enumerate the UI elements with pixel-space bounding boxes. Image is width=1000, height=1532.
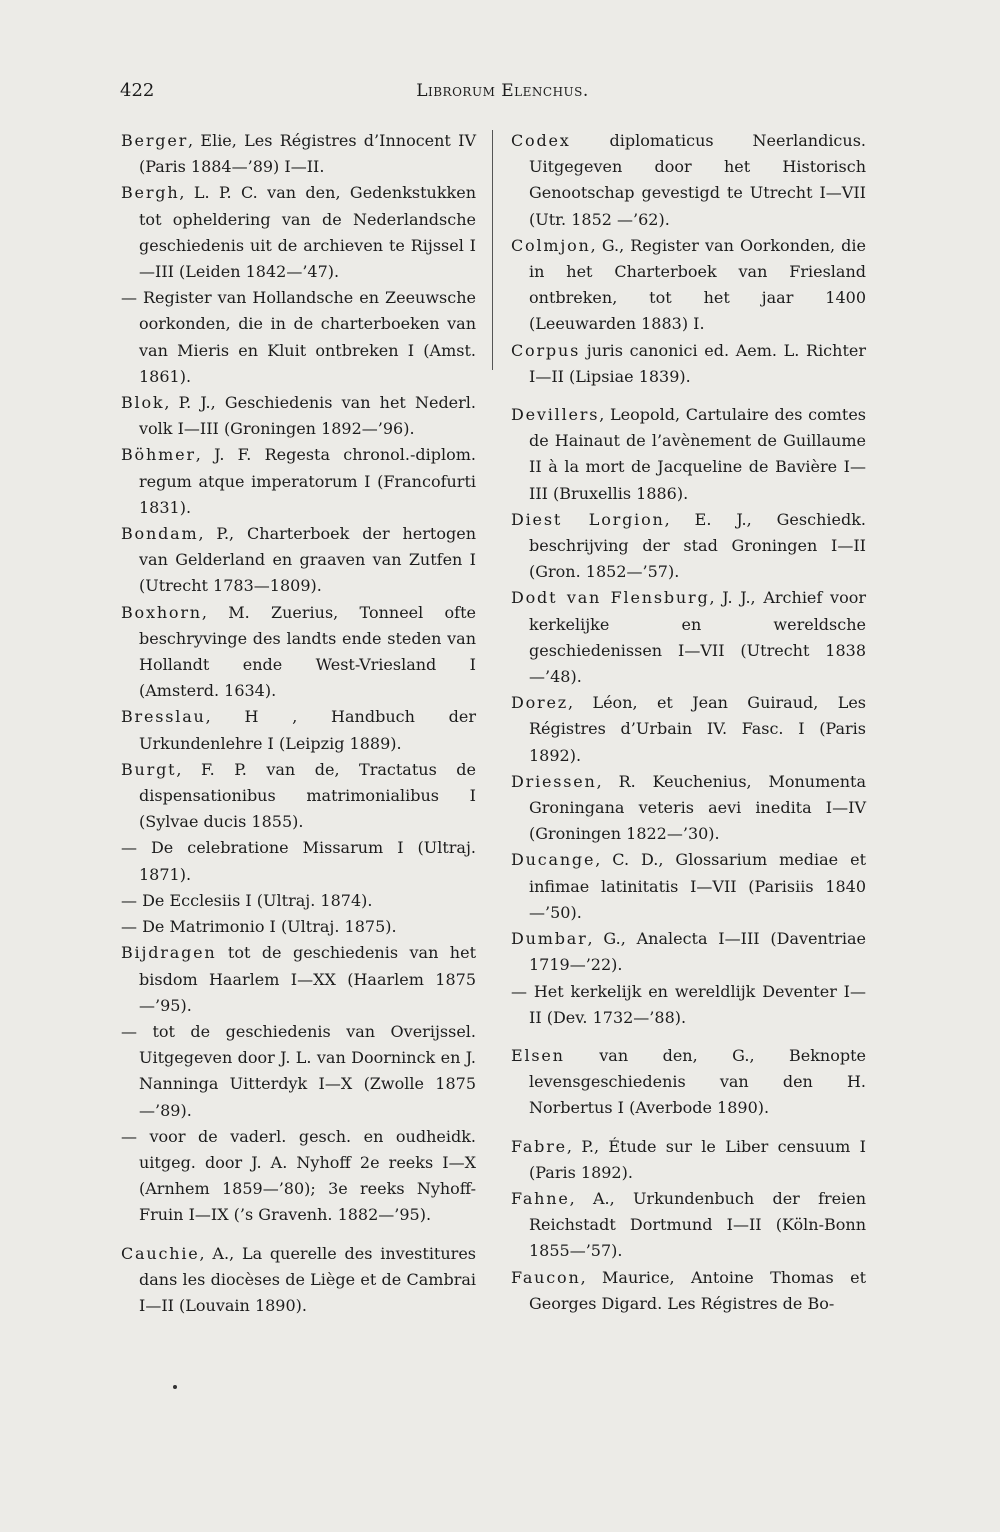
- entry-author: Fabre: [511, 1136, 567, 1156]
- entry-author: Dumbar: [511, 929, 588, 949]
- column-divider: [492, 130, 493, 370]
- bibliography-entry: [511, 1265, 866, 1317]
- entry-text: tot de geschiedenis van het bisdom Haarlem I—XX (Haarlem 1875 —’95).: [139, 943, 476, 1015]
- entry-text: — voor de vaderl. gesch. en oudheidk. uitgeg. door J. A. Nyhoff 2e reeks I—X (Arnhem 1859—’80); 3e reeks Nyhoff-Fruin I—IX (’s Gravenh. 1882—’95).: [121, 1126, 476, 1225]
- bibliography-entry: [121, 757, 476, 836]
- entry-text: , A., Urkundenbuch der freien Reichstadt Dortmund I—II (Köln-Bonn 1855—’57).: [529, 1188, 866, 1261]
- entry-author: Dodt van Flensburg: [511, 588, 710, 608]
- page-number: 422: [120, 80, 155, 101]
- bibliography-entry: [511, 690, 866, 769]
- entry-author: Böhmer: [121, 445, 196, 465]
- entry-text: , M. Zuerius, Tonneel ofte beschryvinge des landts ende steden van Hollandt ende West-Vriesland I (Amsterd. 1634).: [139, 602, 476, 701]
- bibliography-entry: [511, 926, 866, 978]
- entry-text: — tot de geschiedenis van Overijssel. Uitgegeven door J. L. van Doorninck en J. Nanninga Uitterdyk I—X (Zwolle 1875—’89).: [121, 1021, 476, 1120]
- entry-author: Ducange: [511, 850, 596, 870]
- bibliography-entry: [121, 888, 476, 914]
- bibliography-entry: [121, 1241, 476, 1320]
- entry-text: , Elie, Les Régistres d’Innocent IV (Paris 1884—’89) I—II.: [139, 131, 476, 177]
- bibliography-entry: [121, 940, 476, 1019]
- right-column: [511, 128, 866, 1317]
- bibliography-entry: [121, 285, 476, 390]
- bibliography-entry: [121, 914, 476, 940]
- entry-author: Faucon: [511, 1267, 581, 1287]
- entry-text: , C. D., Glossarium mediae et infimae latinitatis I—VII (Parisiis 1840 —’50).: [529, 850, 866, 922]
- entry-author: Bresslau: [121, 707, 206, 727]
- bibliography-entry: [121, 600, 476, 705]
- bibliography-entry: [121, 1124, 476, 1229]
- bibliography-entry: [511, 585, 866, 690]
- bibliography-entry: [511, 128, 866, 233]
- entry-text: — De Matrimonio I (Ultraj. 1875).: [121, 917, 397, 937]
- entry-author: Blok: [121, 393, 165, 413]
- entry-text: — De Ecclesiis I (Ultraj. 1874).: [121, 890, 373, 910]
- bibliography-entry: [511, 1186, 866, 1265]
- entry-text: , J. F. Regesta chronol.-diplom. regum atque imperatorum I (Francofurti 1831).: [139, 445, 476, 517]
- entry-author: Codex: [511, 131, 571, 150]
- bibliography-entry: [511, 769, 866, 848]
- entry-author: Berger: [121, 131, 189, 150]
- entry-text: , P. J., Geschiedenis van het Nederl. volk I—III (Groningen 1892—’96).: [139, 393, 476, 439]
- entry-author: Boxhorn: [121, 602, 202, 622]
- entry-text: , H , Handbuch der Urkundenlehre I (Leipzig 1889).: [139, 707, 476, 753]
- bibliography-entry: [511, 402, 866, 507]
- entry-text: , P., Étude sur le Liber censuum I (Paris 1892).: [529, 1136, 866, 1182]
- entry-text: , Léon, et Jean Guiraud, Les Régistres d’Urbain IV. Fasc. I (Paris 1892).: [529, 693, 866, 765]
- entry-text: , P., Charterboek der hertogen van Gelderland en graaven van Zutfen I (Utrecht 1783—1809).: [139, 524, 476, 596]
- entry-author: Fahne: [511, 1188, 570, 1208]
- entry-author: Bergh: [121, 183, 180, 203]
- entry-author: Devillers: [511, 405, 600, 425]
- bibliography-entry: [511, 338, 866, 390]
- bibliography-entry: [121, 442, 476, 521]
- entry-text: , E. J., Geschiedk. beschrijving der stad Groningen I—II (Gron. 1852—’57).: [529, 509, 866, 582]
- entry-author: Cauchie: [121, 1243, 200, 1263]
- entry-text: — Het kerkelijk en wereldlijk Deventer I—II (Dev. 1732—’88).: [511, 981, 866, 1027]
- bibliography-entry: [511, 1134, 866, 1186]
- bibliography-entry: [121, 521, 476, 600]
- entry-text: diplomaticus Neerlandicus. Uitgegeven door het Historisch Genootschap gevestigd te Utrecht I—VII (Utr. 1852 —’62).: [529, 131, 866, 229]
- entry-author: Diest Lorgion: [511, 509, 665, 529]
- bibliography-entry: [511, 233, 866, 338]
- entry-text: , L. P. C. van den, Gedenkstukken tot opheldering van de Nederlandsche geschiedenis uit de archieven te Rijssel I—III (Leiden 1842—’47).: [139, 183, 476, 282]
- entry-text: , R. Keuchenius, Monumenta Groningana veteris aevi inedita I—IV (Groningen 1822—’30).: [529, 771, 866, 844]
- entry-author: Colmjon: [511, 235, 591, 255]
- entry-author: Elsen: [511, 1045, 565, 1065]
- entry-text: , G., Register van Oorkonden, die in het Charterboek van Friesland ontbreken, tot het jaar 1400 (Leeuwarden 1883) I.: [529, 235, 866, 334]
- bibliography-entry: [511, 507, 866, 586]
- entry-author: Dorez: [511, 693, 569, 713]
- entry-text: , J. J., Archief voor kerkelijke en wereldsche geschiedenissen I—VII (Utrecht 1838—’48).: [529, 588, 866, 687]
- entry-text: — Register van Hollandsche en Zeeuwsche oorkonden, die in de charterboeken van van Mieris en Kluit ontbreken I (Amst. 1861).: [121, 288, 476, 386]
- entry-text: , G., Analecta I—III (Daventriae 1719—’22).: [529, 929, 866, 975]
- entry-author: Bondam: [121, 524, 199, 544]
- entry-author: Bijdragen: [121, 943, 217, 963]
- running-title: Librorum Elenchus.: [416, 81, 589, 101]
- entry-text: — De celebratione Missarum I (Ultraj. 1871).: [121, 838, 476, 884]
- entry-author: Driessen: [511, 771, 597, 791]
- ink-dot: [173, 1385, 177, 1389]
- entry-text: , F. P. van de, Tractatus de dispensationibus matrimonialibus I (Sylvae ducis 1855).: [139, 759, 476, 832]
- entry-text: van den, G., Beknopte levensgeschiedenis van den H. Norbertus I (Averbode 1890).: [529, 1045, 866, 1118]
- bibliography-entry: [121, 704, 476, 756]
- bibliography-entry: [121, 128, 476, 180]
- entry-text: , Leopold, Cartulaire des comtes de Hainaut de l’avènement de Guillaume II à la mort de Jacqueline de Bavière I—III (Bruxellis 1886).: [529, 405, 866, 503]
- bibliography-entry: [511, 979, 866, 1031]
- entry-text: , Maurice, Antoine Thomas et Georges Digard. Les Régistres de Bo-: [529, 1267, 866, 1313]
- bibliography-entry: [121, 390, 476, 442]
- entry-author: Burgt: [121, 759, 177, 779]
- bibliography-entry: [121, 180, 476, 285]
- left-column: [121, 128, 476, 1319]
- bibliography-entry: [121, 835, 476, 887]
- bibliography-entry: [121, 1019, 476, 1124]
- bibliography-entry: [511, 1043, 866, 1122]
- page-header: [120, 76, 865, 106]
- entry-author: Corpus: [511, 340, 581, 360]
- entry-text: , A., La querelle des investitures dans les diocèses de Liège et de Cambrai I—II (Louvain 1890).: [139, 1243, 476, 1315]
- bibliography-entry: [511, 847, 866, 926]
- entry-text: juris canonici ed. Aem. L. Richter I—II (Lipsiae 1839).: [529, 340, 866, 386]
